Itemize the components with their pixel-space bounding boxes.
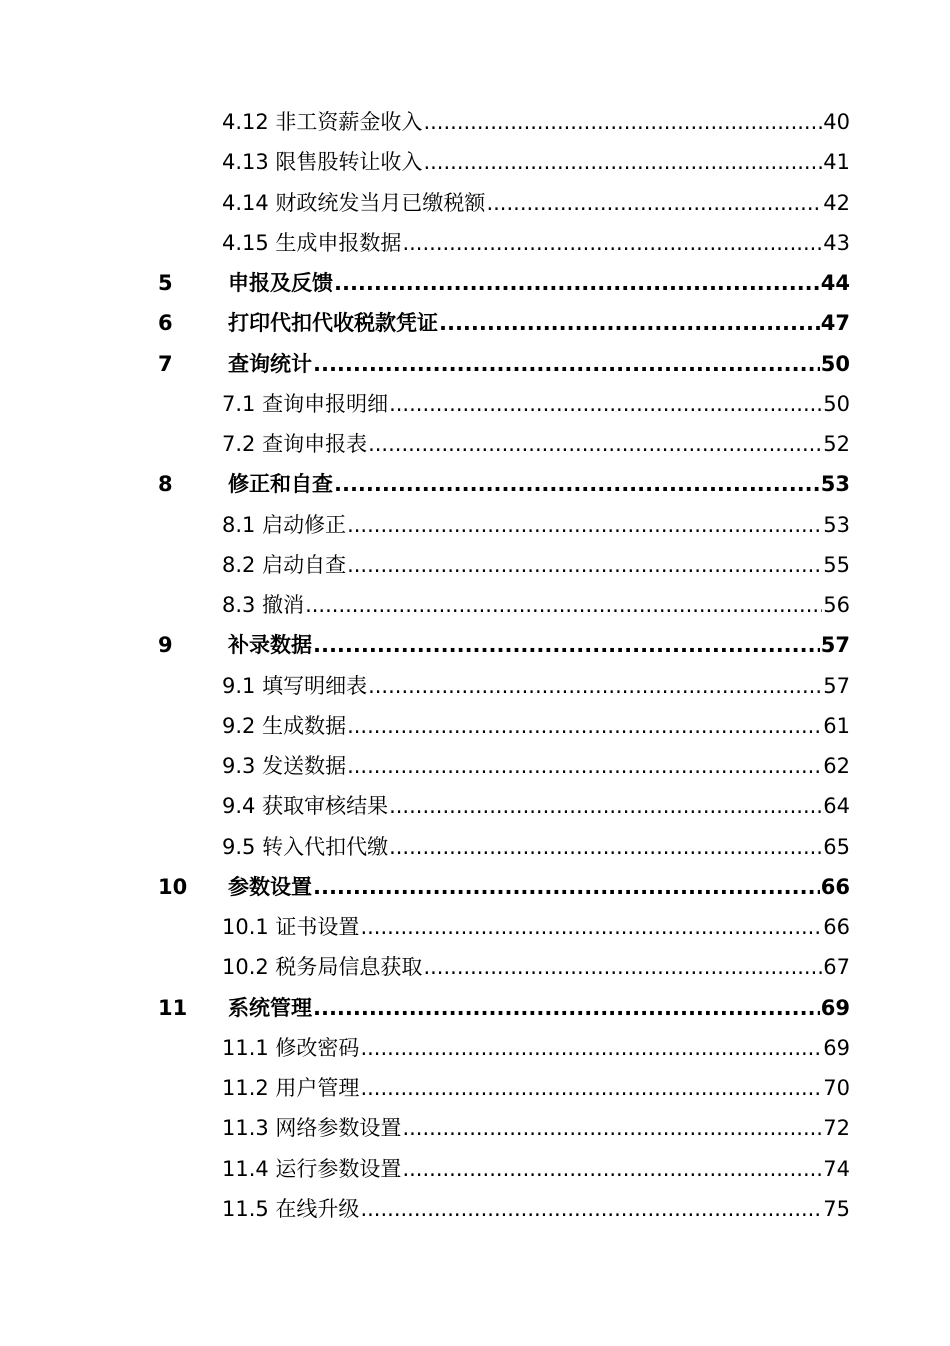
toc-entry[interactable] xyxy=(0,1108,950,1148)
toc-chapter-title: 申报及反馈 xyxy=(228,271,333,295)
toc-page-number: 52 xyxy=(823,432,850,456)
toc-entry[interactable] xyxy=(0,223,950,263)
toc-page-number: 57 xyxy=(820,633,850,658)
dot-leader xyxy=(360,1197,822,1221)
dot-leader xyxy=(360,1036,822,1060)
toc-page-number: 72 xyxy=(823,1116,850,1141)
toc-chapter-number: 8 xyxy=(158,472,173,497)
dot-leader xyxy=(423,955,822,979)
toc-chapter-number: 6 xyxy=(158,311,173,336)
dot-leader xyxy=(486,191,822,215)
toc-entry-title: 11.4 运行参数设置 xyxy=(222,1156,402,1181)
toc-page-number: 41 xyxy=(823,150,850,175)
toc-chapter-title: 参数设置 xyxy=(228,874,312,899)
toc-entry-title: 11.1 修改密码 xyxy=(222,1035,360,1060)
toc-page-number: 66 xyxy=(823,915,850,939)
toc-page-number: 57 xyxy=(823,673,850,698)
toc-entry[interactable] xyxy=(0,102,950,142)
dot-leader xyxy=(360,915,822,939)
dot-leader xyxy=(368,432,822,456)
dot-leader xyxy=(402,1157,822,1181)
toc-entry-title: 8.3 撤消 xyxy=(222,593,305,617)
toc-chapter-title: 补录数据 xyxy=(228,633,312,658)
toc-chapter[interactable] xyxy=(0,867,950,907)
toc-entry[interactable] xyxy=(0,947,950,987)
toc-chapter-title: 查询统计 xyxy=(228,351,312,376)
toc-page-number: 43 xyxy=(823,230,850,255)
dot-leader xyxy=(347,754,822,778)
toc-page-number: 53 xyxy=(823,512,850,537)
toc-entry-title: 10.1 证书设置 xyxy=(222,915,360,939)
toc-chapter-title: 打印代扣代收税款凭证 xyxy=(228,311,438,336)
toc-entry[interactable] xyxy=(0,1189,950,1229)
toc-chapter-number: 5 xyxy=(158,271,173,295)
toc-entry[interactable] xyxy=(0,1068,950,1108)
toc-entry-title: 4.12 非工资薪金收入 xyxy=(222,110,423,134)
toc-page-number: 74 xyxy=(823,1156,850,1181)
dot-leader xyxy=(439,311,820,335)
toc-page-number: 40 xyxy=(823,110,850,134)
toc-chapter[interactable] xyxy=(0,464,950,504)
toc-entry[interactable] xyxy=(0,183,950,223)
toc-entry[interactable] xyxy=(0,505,950,545)
toc-chapter[interactable] xyxy=(0,303,950,343)
dot-leader xyxy=(389,794,822,818)
toc-entry[interactable] xyxy=(0,907,950,947)
toc-page-number: 44 xyxy=(820,271,850,295)
toc-page-number: 42 xyxy=(823,190,850,215)
toc-entry-title: 9.3 发送数据 xyxy=(222,754,347,778)
toc-entry-title: 10.2 税务局信息获取 xyxy=(222,955,423,980)
toc-chapter[interactable] xyxy=(0,625,950,665)
toc-page-number: 70 xyxy=(823,1076,850,1100)
toc-page-number: 66 xyxy=(820,874,850,899)
dot-leader xyxy=(347,513,822,537)
dot-leader xyxy=(402,1116,822,1140)
toc-entry-title: 4.15 生成申报数据 xyxy=(222,230,402,255)
toc-page-number: 65 xyxy=(823,834,850,859)
toc-entry[interactable] xyxy=(0,746,950,786)
toc-entry[interactable] xyxy=(0,424,950,464)
toc-entry[interactable] xyxy=(0,384,950,424)
toc-page-number: 69 xyxy=(820,995,850,1020)
toc-entry[interactable] xyxy=(0,706,950,746)
toc-chapter-title: 修正和自查 xyxy=(228,472,333,497)
dot-leader xyxy=(389,392,822,416)
toc-entry-title: 9.5 转入代扣代缴 xyxy=(222,834,389,859)
toc-page-number: 50 xyxy=(823,391,850,416)
toc-page-number: 53 xyxy=(820,472,850,497)
toc-entry[interactable] xyxy=(0,1028,950,1068)
toc-entry-title: 11.2 用户管理 xyxy=(222,1076,360,1100)
toc-entry-title: 4.14 财政统发当月已缴税额 xyxy=(222,190,486,215)
dot-leader xyxy=(368,674,822,698)
toc-page-number: 61 xyxy=(823,713,850,738)
toc-chapter-number: 9 xyxy=(158,633,173,658)
toc-page-number: 75 xyxy=(823,1196,850,1221)
toc-entry-title: 4.13 限售股转让收入 xyxy=(222,150,423,175)
toc-page-number: 62 xyxy=(823,754,850,778)
dot-leader xyxy=(334,472,820,496)
dot-leader xyxy=(347,553,822,577)
toc-chapter[interactable] xyxy=(0,344,950,384)
toc-page-number: 69 xyxy=(823,1035,850,1060)
dot-leader xyxy=(313,633,820,657)
toc-chapter-number: 10 xyxy=(158,874,188,899)
dot-leader xyxy=(347,714,822,738)
toc-entry-title: 9.4 获取审核结果 xyxy=(222,794,389,819)
dot-leader xyxy=(313,875,820,899)
toc-page-number: 67 xyxy=(823,955,850,980)
dot-leader xyxy=(389,835,822,859)
toc-entry-title: 9.1 填写明细表 xyxy=(222,673,368,698)
table-of-contents xyxy=(0,102,950,1229)
toc-entry[interactable] xyxy=(0,827,950,867)
toc-entry-title: 11.3 网络参数设置 xyxy=(222,1116,402,1141)
toc-entry-title: 8.1 启动修正 xyxy=(222,512,347,537)
toc-entry[interactable] xyxy=(0,142,950,182)
toc-entry-title: 9.2 生成数据 xyxy=(222,713,347,738)
toc-entry-title: 11.5 在线升级 xyxy=(222,1196,360,1221)
toc-page-number: 47 xyxy=(820,311,850,336)
toc-entry-title: 8.2 启动自查 xyxy=(222,552,347,577)
dot-leader xyxy=(423,110,822,134)
toc-entry[interactable] xyxy=(0,545,950,585)
toc-chapter-number: 11 xyxy=(158,995,188,1020)
toc-page-number: 50 xyxy=(820,351,850,376)
toc-chapter[interactable] xyxy=(0,988,950,1028)
dot-leader xyxy=(313,996,820,1020)
toc-chapter-number: 7 xyxy=(158,351,173,376)
dot-leader xyxy=(334,271,820,295)
toc-page-number: 55 xyxy=(823,552,850,577)
toc-entry[interactable] xyxy=(0,1149,950,1189)
dot-leader xyxy=(305,593,822,617)
dot-leader xyxy=(423,150,822,174)
dot-leader xyxy=(360,1076,822,1100)
toc-entry-title: 7.1 查询申报明细 xyxy=(222,391,389,416)
toc-entry[interactable] xyxy=(0,786,950,826)
toc-entry-title: 7.2 查询申报表 xyxy=(222,432,368,456)
dot-leader xyxy=(402,231,822,255)
toc-entry[interactable] xyxy=(0,585,950,625)
toc-page-number: 64 xyxy=(823,794,850,819)
toc-chapter[interactable] xyxy=(0,263,950,303)
dot-leader xyxy=(313,352,820,376)
toc-chapter-title: 系统管理 xyxy=(228,995,312,1020)
toc-page-number: 56 xyxy=(823,593,850,617)
toc-entry[interactable] xyxy=(0,666,950,706)
